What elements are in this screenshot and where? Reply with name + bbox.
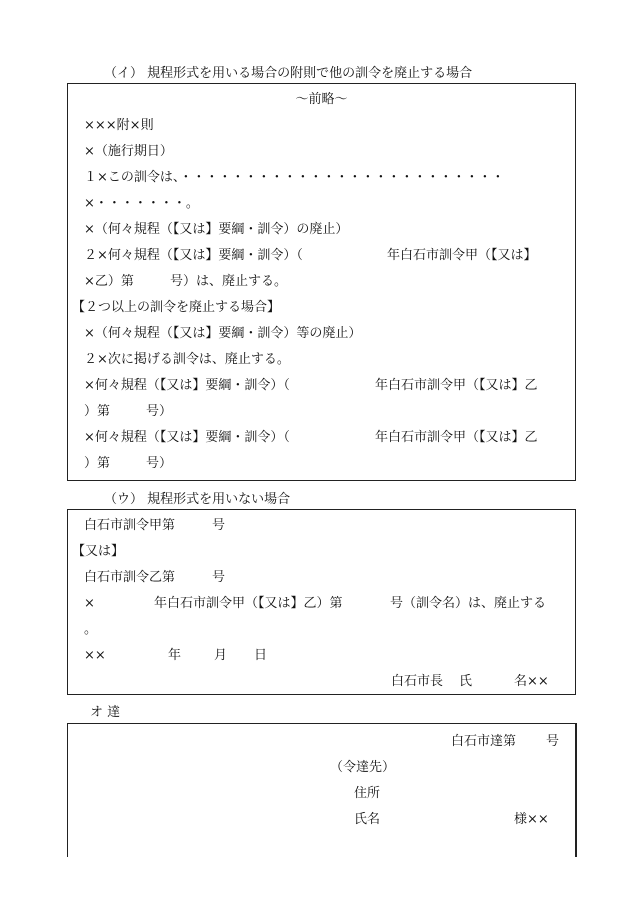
omitted-preface: ～前略～ bbox=[295, 92, 348, 107]
date-mark: ×× bbox=[84, 648, 106, 663]
effective-date-caption: ×（施行期日） bbox=[84, 144, 173, 159]
article-2-line-2b: 号）は、廃止する。 bbox=[170, 274, 288, 289]
article-2-line-1b: 年白石市訓令甲（【又は】 bbox=[387, 248, 537, 263]
mayor-given-name: 名×× bbox=[514, 674, 549, 689]
repeal-item-1-line-2a: ）第 bbox=[84, 404, 111, 419]
repeal-body-text-a: 年白石市訓令甲（【又は】乙）第 bbox=[154, 596, 343, 611]
supplementary-provision-title: ×××附×則 bbox=[84, 118, 154, 133]
date-month: 月 bbox=[214, 648, 228, 663]
section-u-heading: （ウ） 規程形式を用いない場合 bbox=[104, 492, 291, 507]
date-year: 年 bbox=[168, 648, 182, 663]
section-i-box bbox=[67, 83, 576, 481]
repeal-item-2-line-1b: 年白石市訓令甲（【又は】乙 bbox=[375, 430, 538, 445]
repeal-item-2-line-2a: ）第 bbox=[84, 456, 111, 471]
mayor-title: 白石市長 bbox=[391, 674, 444, 689]
section-o-heading: オ 達 bbox=[90, 705, 121, 720]
repeal-body-text-c: 。 bbox=[84, 622, 98, 637]
article-1-line-1: １×この訓令は、・・・・・・・・・・・・・・・・・・・・・・・・・ bbox=[84, 170, 505, 185]
repeal-item-1-line-1a: ×何々規程（【又は】要綱・訓令）（ bbox=[84, 378, 290, 393]
section-o-box bbox=[67, 723, 577, 857]
address-label: 住所 bbox=[354, 786, 381, 801]
section-i-heading: （イ） 規程形式を用いる場合の附則で他の訓令を廃止する場合 bbox=[104, 66, 473, 81]
repeal-caption: ×（何々規程（【又は】要綱・訓令）の廃止） bbox=[84, 222, 349, 237]
section-u-box bbox=[67, 509, 576, 695]
directive-number-suffix: 号 bbox=[546, 734, 560, 749]
repeal-body-text-b: 号（訓令名）は、廃止する bbox=[390, 596, 547, 611]
honorific: 様×× bbox=[514, 812, 549, 827]
repeal-item-2-line-2b: 号） bbox=[146, 456, 173, 471]
name-label: 氏名 bbox=[354, 812, 381, 827]
directive-number: 白石市達第 bbox=[451, 734, 517, 749]
or-note: 【又は】 bbox=[72, 544, 125, 559]
instruction-a-number: 白石市訓令甲第 bbox=[84, 518, 176, 533]
multiple-repeal-caption: ×（何々規程（【又は】要綱・訓令）等の廃止） bbox=[84, 326, 362, 341]
date-day: 日 bbox=[254, 648, 268, 663]
article-2-line-1a: ２×何々規程（【又は】要綱・訓令）（ bbox=[84, 248, 303, 263]
instruction-b-number-suffix: 号 bbox=[212, 570, 226, 585]
recipient-caption: （令達先） bbox=[330, 760, 396, 775]
multiple-repeal-note: 【２つ以上の訓令を廃止する場合】 bbox=[72, 300, 281, 315]
mayor-surname: 氏 bbox=[459, 674, 473, 689]
multiple-repeal-article: ２×次に掲げる訓令は、廃止する。 bbox=[84, 352, 290, 367]
repeal-item-1-line-2b: 号） bbox=[146, 404, 173, 419]
repeal-item-2-line-1a: ×何々規程（【又は】要綱・訓令）（ bbox=[84, 430, 290, 445]
repeal-body-mark: × bbox=[84, 596, 95, 611]
article-1-line-2: ×・・・・・・・。 bbox=[84, 196, 199, 211]
article-2-line-2a: ×乙）第 bbox=[84, 274, 134, 289]
instruction-a-number-suffix: 号 bbox=[212, 518, 226, 533]
repeal-item-1-line-1b: 年白石市訓令甲（【又は】乙 bbox=[375, 378, 538, 393]
instruction-b-number: 白石市訓令乙第 bbox=[84, 570, 176, 585]
